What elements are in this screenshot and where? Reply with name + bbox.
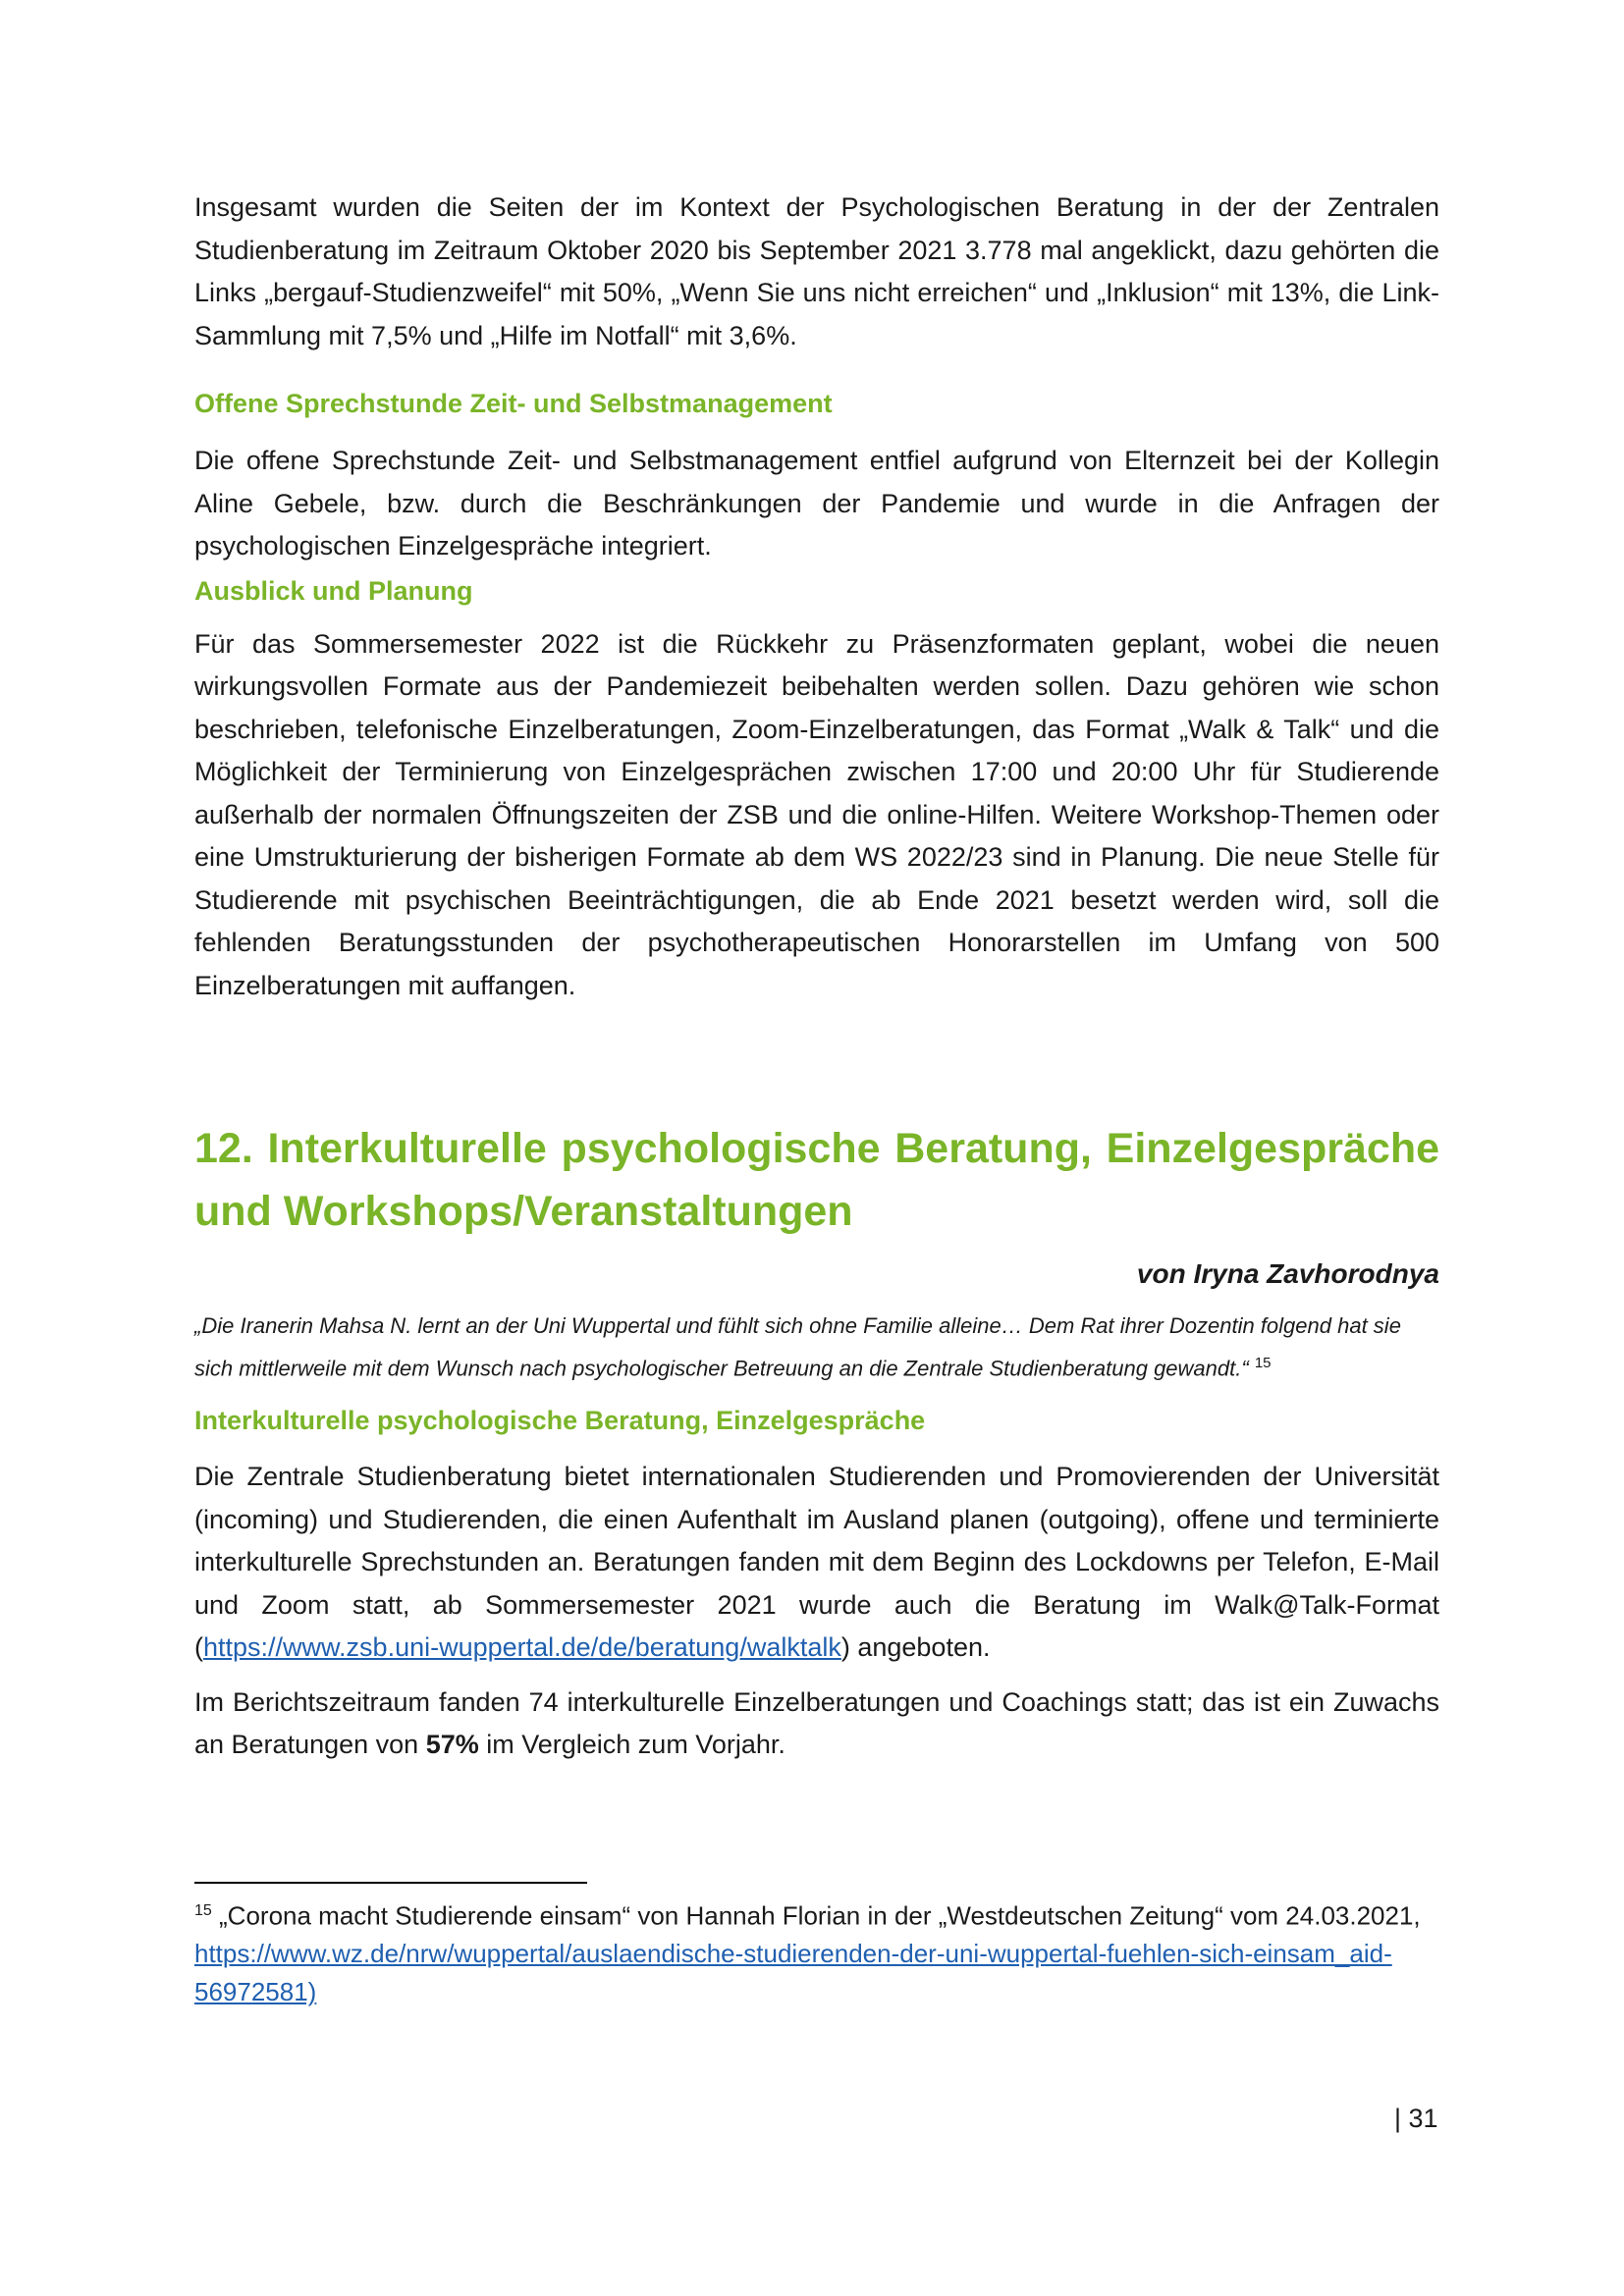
- chapter-title: 12. Interkulturelle psychologische Beratung, Einzelgespräche und Workshops/Veranstaltungen: [194, 1125, 1439, 1235]
- interkulturell-paragraph: [194, 1456, 1439, 1670]
- intro-paragraph: Insgesamt wurden die Seiten der im Kontext der Psychologischen Beratung in der der Zentralen Studienberatung im Zeitraum Oktober 2020 bis September 2021 3.778 mal angeklickt, dazu gehörten die Links „bergauf-Studienzweifel“ mit 50%, „Wenn Sie uns nicht erreichen“ und „Inklusion“ mit 13%, die Link-Sammlung mit 7,5% und „Hilfe im Notfall“ mit 3,6%.: [194, 192, 1439, 350]
- heading-interkulturell: Interkulturelle psychologische Beratung, Einzelgespräche: [194, 1406, 926, 1436]
- stats-text-after: im Vergleich zum Vorjahr.: [478, 1730, 785, 1760]
- footnote: [194, 1892, 1439, 2012]
- quote-text: „Die Iranerin Mahsa N. lernt an der Uni Wuppertal und fühlt sich ohne Familie alleine… Dem Rat ihrer Dozentin folgend hat sie sich mittlerweile mit dem Wunsch nach psychologischer Betreuung an die Zentrale Studienberatung gewandt.“: [194, 1313, 1401, 1381]
- stats-text-before: Im Berichtszeitraum fanden 74 interkulturelle Einzelberatungen und Coachings statt; das ist ein Zuwachs an Beratungen von: [194, 1686, 1439, 1760]
- chapter-author: von Iryna Zavhorodnya: [1136, 1258, 1439, 1289]
- interkulturell-text-before: Die Zentrale Studienberatung bietet internationalen Studierenden und Promovierenden der Universität (incoming) und Studierenden, die einen Aufenthalt im Ausland planen (outgoing), offene und terminierte interkulturelle Sprechstunden an. Beratungen fanden mit dem Beginn des Lockdowns per Telefon, E-Mail und Zoom statt, ab Sommersemester 2021 wurde auch die Beratung im Walk@Talk-Format (: [194, 1462, 1439, 1663]
- heading-ausblick: Ausblick und Planung: [194, 575, 473, 606]
- footnote-link[interactable]: https://www.wz.de/nrw/wuppertal/auslaendische-studierenden-der-uni-wuppertal-fuehlen-sich-einsam_aid-56972581): [194, 1939, 1392, 2007]
- stats-paragraph: [194, 1682, 1439, 1767]
- quote-footnote-ref[interactable]: 15: [1254, 1355, 1272, 1371]
- stats-percentage: 57%: [425, 1730, 479, 1760]
- page-number: | 31: [1394, 2104, 1438, 2133]
- footnote-number: 15: [194, 1901, 212, 1919]
- interkulturell-text-after: ) angeboten.: [840, 1632, 991, 1663]
- walktalk-link[interactable]: https://www.zsb.uni-wuppertal.de/de/beratung/walktalk: [203, 1632, 841, 1663]
- chapter-quote: [194, 1308, 1439, 1387]
- sprechstunde-paragraph: Die offene Sprechstunde Zeit- und Selbstmanagement entfiel aufgrund von Elternzeit bei der Kollegin Aline Gebele, bzw. durch die Beschränkungen der Pandemie und wurde in die Anfragen der psychologischen Einzelgespräche integriert.: [194, 446, 1439, 561]
- footnote-text: „Corona macht Studierende einsam“ von Hannah Florian in der „Westdeutschen Zeitung“ vom 24.03.2021,: [211, 1900, 1421, 1931]
- heading-sprechstunde: Offene Sprechstunde Zeit- und Selbstmanagement: [194, 389, 833, 418]
- ausblick-paragraph: Für das Sommersemester 2022 ist die Rückkehr zu Präsenzformaten geplant, wobei die neuen wirkungsvollen Formate aus der Pandemiezeit beibehalten werden sollen. Dazu gehören wie schon beschrieben, telefonische Einzelberatungen, Zoom-Einzelberatungen, das Format „Walk & Talk“ und die Möglichkeit der Terminierung von Einzelgesprächen zwischen 17:00 und 20:00 Uhr für Studierende außerhalb der normalen Öffnungszeiten der ZSB und die online-Hilfen. Weitere Workshop-Themen oder eine Umstrukturierung der bisherigen Formate ab dem WS 2022/23 sind in Planung. Die neue Stelle für Studierende mit psychischen Beeinträchtigungen, die ab Ende 2021 besetzt werden wird, soll die fehlenden Beratungsstunden der psychotherapeutischen Honorarstellen im Umfang von 500 Einzelberatungen mit auffangen.: [194, 628, 1439, 1000]
- page-content: [194, 187, 1439, 2011]
